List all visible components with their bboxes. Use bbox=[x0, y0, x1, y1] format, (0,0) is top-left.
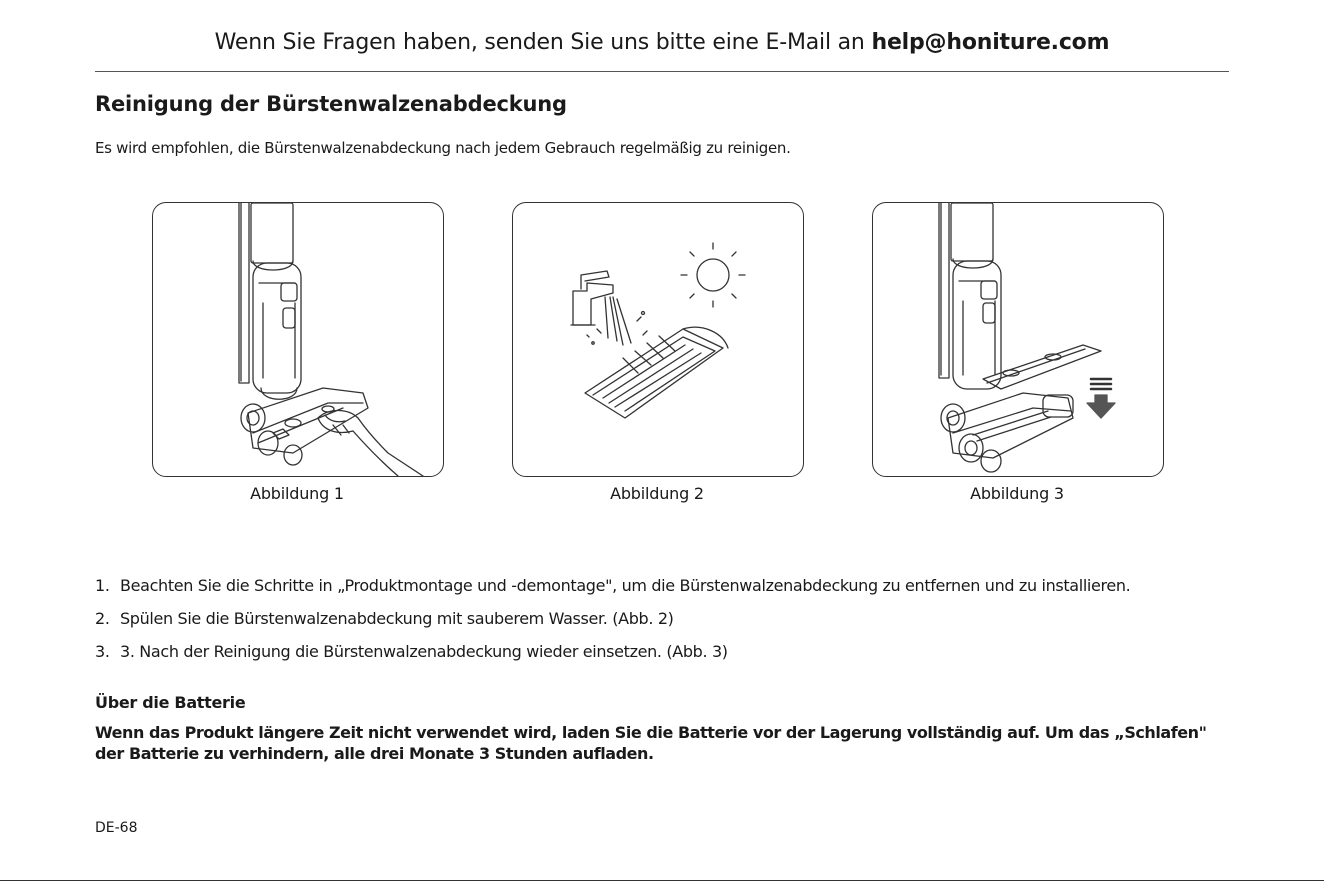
step-number: 3. bbox=[95, 642, 110, 661]
header-text: Wenn Sie Fragen haben, senden Sie uns bitte eine E-Mail an bbox=[214, 30, 865, 55]
page-header bbox=[95, 30, 1229, 55]
header-divider bbox=[95, 71, 1229, 72]
section-title: Reinigung der Bürstenwalzenabdeckung bbox=[95, 92, 567, 116]
support-email[interactable]: help@honiture.com bbox=[871, 30, 1110, 55]
list-item bbox=[95, 608, 1130, 641]
step-text: 3. Nach der Reinigung die Bürstenwalzenabdeckung wieder einsetzen. (Abb. 3) bbox=[120, 642, 728, 661]
figure-3-caption: Abbildung 3 bbox=[970, 484, 1064, 503]
figure-2-illustration bbox=[512, 202, 804, 477]
step-text: Beachten Sie die Schritte in „Produktmontage und -demontage", um die Bürstenwalzenabdeckung zu entfernen und zu installieren. bbox=[120, 576, 1131, 595]
step-number: 1. bbox=[95, 576, 110, 595]
cleaning-steps-list bbox=[95, 575, 1130, 674]
figure-2-caption: Abbildung 2 bbox=[610, 484, 704, 503]
figure-1-caption: Abbildung 1 bbox=[250, 484, 344, 503]
battery-heading: Über die Batterie bbox=[95, 693, 246, 712]
section-intro: Es wird empfohlen, die Bürstenwalzenabdeckung nach jedem Gebrauch regelmäßig zu reinigen. bbox=[95, 139, 791, 157]
list-item bbox=[95, 641, 1130, 674]
page-bottom-divider bbox=[0, 880, 1324, 881]
figure-1-illustration bbox=[152, 202, 444, 477]
page-number: DE-68 bbox=[95, 820, 138, 836]
figure-3-illustration bbox=[872, 202, 1164, 477]
list-item bbox=[95, 575, 1130, 608]
battery-paragraph: Wenn das Produkt längere Zeit nicht verwendet wird, laden Sie die Batterie vor der Lagerung vollständig auf. Um das „Schlafen" der Batterie zu verhindern, alle drei Monate 3 Stunden aufladen. bbox=[95, 723, 1207, 763]
step-text: Spülen Sie die Bürstenwalzenabdeckung mit sauberem Wasser. (Abb. 2) bbox=[120, 609, 674, 628]
step-number: 2. bbox=[95, 609, 110, 628]
